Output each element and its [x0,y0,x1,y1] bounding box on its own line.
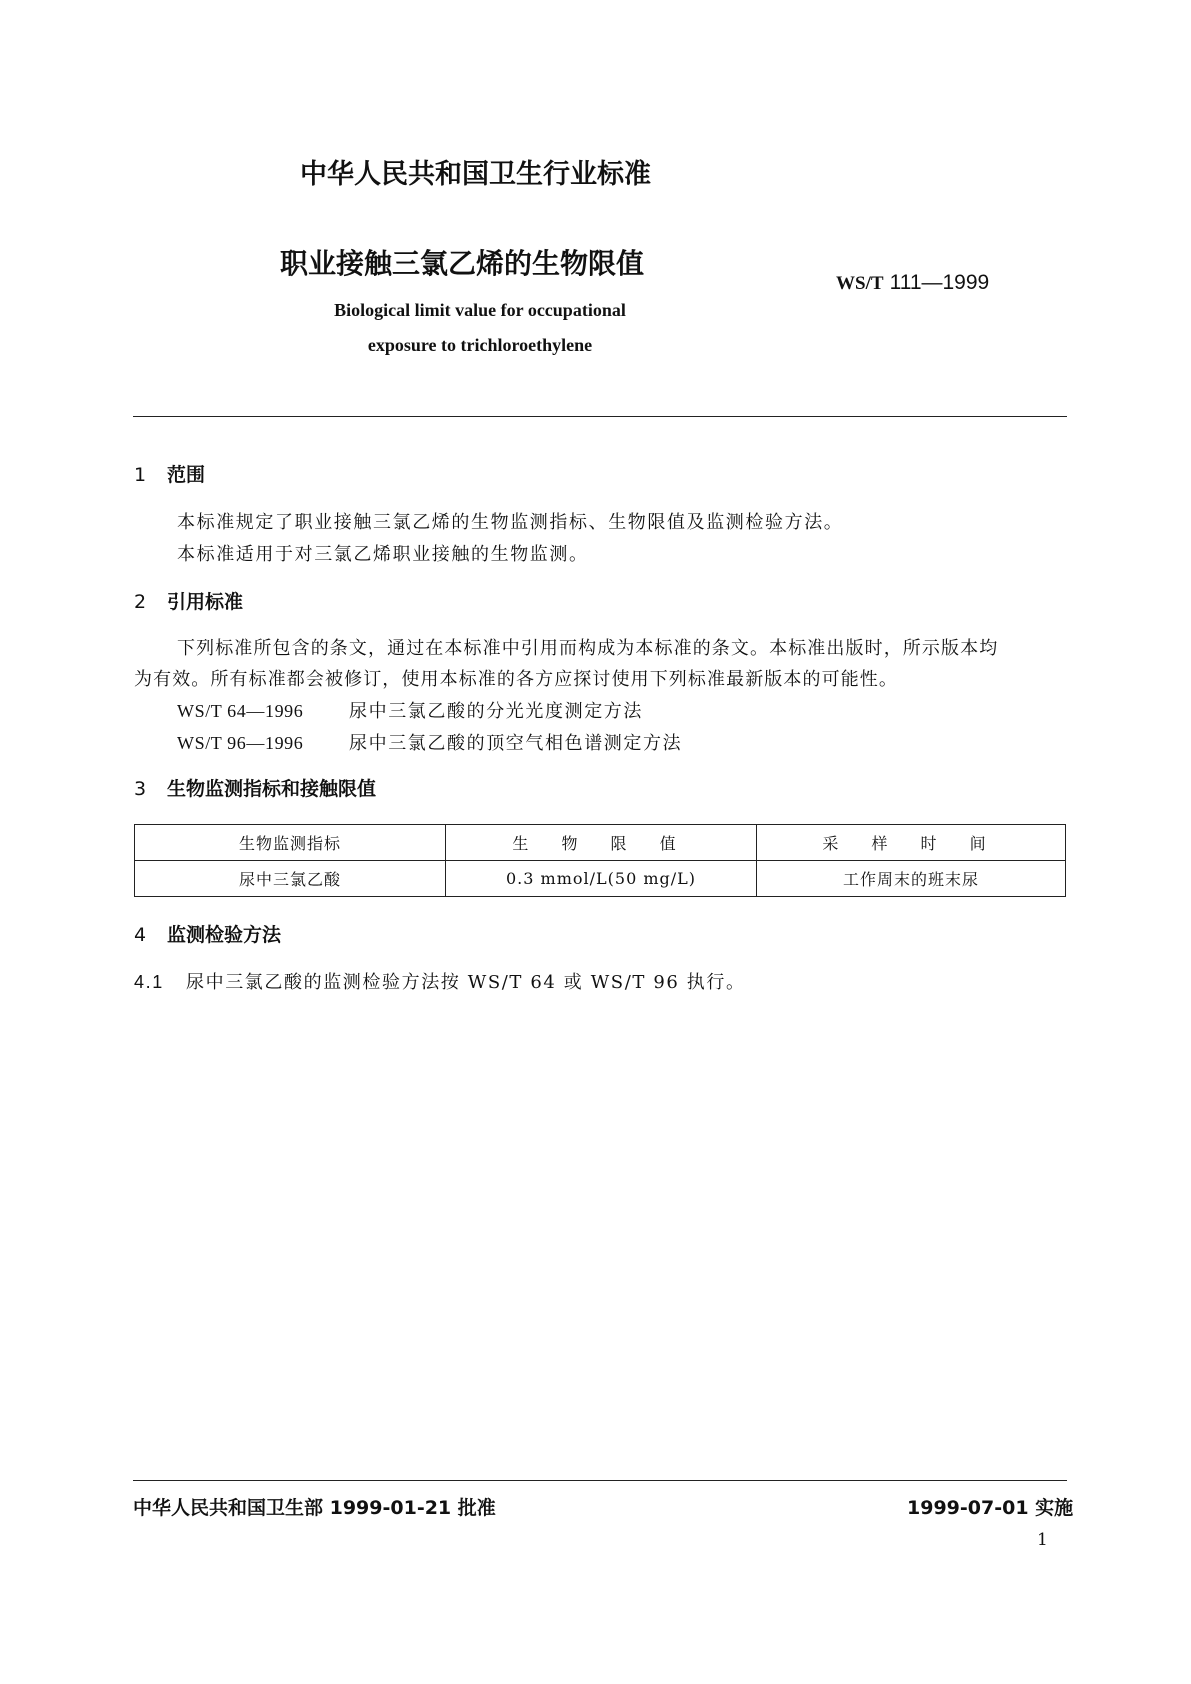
subsection-text: 尿中三氯乙酸的监测检验方法按 WS/T 64 或 WS/T 96 执行。 [186,972,746,993]
reference-code: WS/T 96—1996 [177,733,304,753]
section-number: 4 [134,924,147,946]
section-number: 3 [134,778,147,800]
section-2-paragraph-line-2: 为有效。所有标准都会被修订，使用本标准的各方应探讨使用下列标准最新版本的可能性。 [134,669,898,690]
header-divider [133,416,1067,417]
subsection-number: 4.1 [134,972,164,992]
section-4-heading [134,920,281,947]
document-title: 职业接触三氯乙烯的生物限值 [280,247,645,280]
table-cell: 0.3 mmol/L(50 mg/L) [446,861,757,897]
standard-year-number: 111—1999 [889,271,990,294]
section-number: 1 [134,464,147,486]
approval-line: 中华人民共和国卫生部 1999-01-21 批准 [133,1497,496,1519]
section-2-heading [134,587,243,614]
issuer-title: 中华人民共和国卫生行业标准 [300,159,651,190]
effective-date-line: 1999-07-01 实施 [907,1497,1074,1519]
table-header-row [135,825,1066,861]
section-title: 生物监测指标和接触限值 [167,778,377,800]
page-number: 1 [1037,1530,1048,1550]
limit-value-table [134,824,1066,897]
section-number: 2 [134,591,147,613]
standard-number [836,271,989,295]
section-2-paragraph-line-1: 下列标准所包含的条文，通过在本标准中引用而构成为本标准的条文。本标准出版时，所示版本均 [177,638,999,659]
table-header-cell: 生 物 限 值 [446,825,757,861]
reference-title: 尿中三氯乙酸的分光光度测定方法 [349,701,643,722]
section-3-heading [134,774,376,801]
table-cell: 尿中三氯乙酸 [135,861,446,897]
section-title: 范围 [167,464,206,486]
table-cell: 工作周末的班末尿 [757,861,1066,897]
english-title-line-1: Biological limit value for occupational [334,300,626,320]
section-1-heading [134,460,205,487]
reference-item [177,729,682,755]
english-title-line-2: exposure to trichloroethylene [367,335,593,355]
section-1-paragraph-2: 本标准适用于对三氯乙烯职业接触的生物监测。 [177,544,589,565]
reference-code: WS/T 64—1996 [177,701,304,721]
reference-title: 尿中三氯乙酸的顶空气相色谱测定方法 [349,733,683,754]
footer-divider [133,1480,1067,1481]
section-1-paragraph-1: 本标准规定了职业接触三氯乙烯的生物监测指标、生物限值及监测检验方法。 [177,512,844,533]
table-header-cell: 采 样 时 间 [757,825,1066,861]
standard-code: WS/T [836,273,884,294]
section-title: 监测检验方法 [167,924,282,946]
section-title: 引用标准 [167,591,244,613]
table-row [135,861,1066,897]
table-header-cell: 生物监测指标 [135,825,446,861]
subsection-4-1 [134,968,746,994]
reference-item [177,697,643,723]
